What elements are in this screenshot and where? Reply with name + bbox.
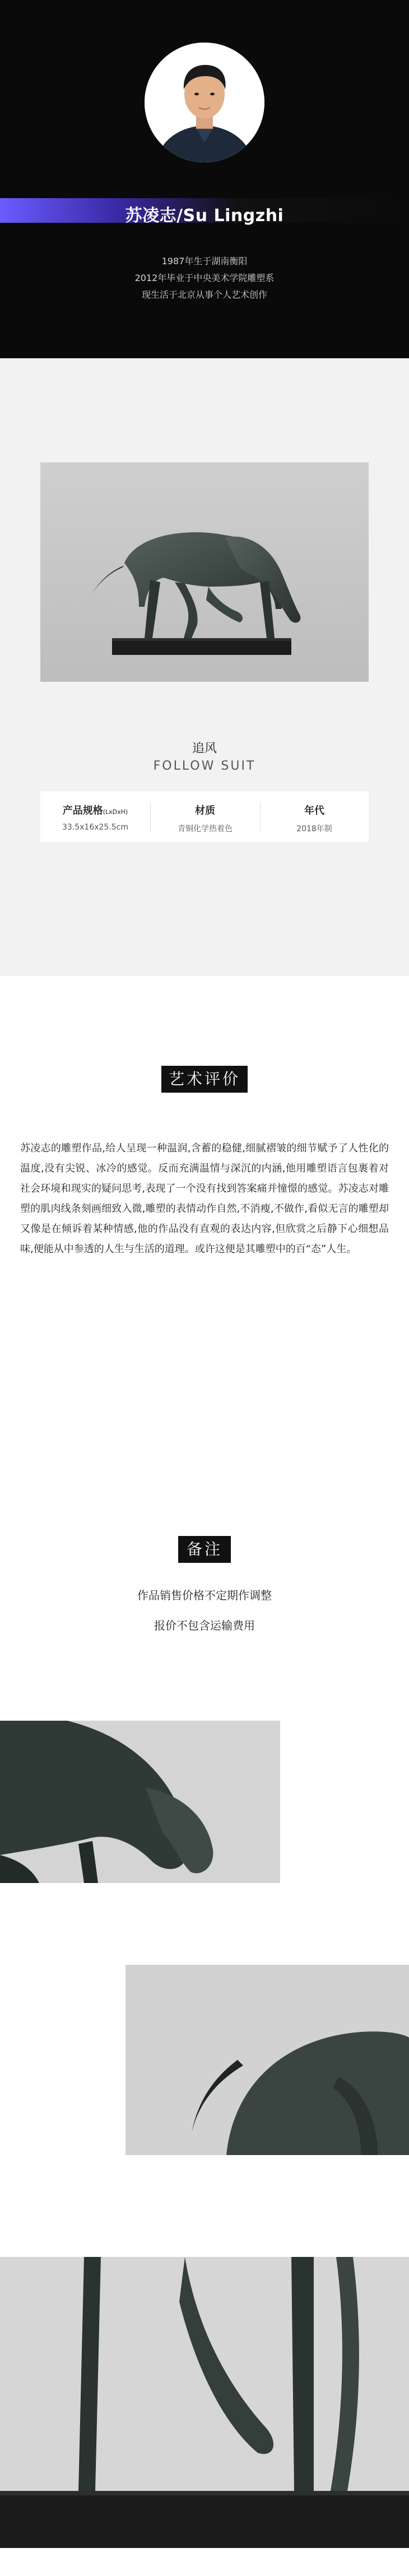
spec-size-label: 产品规格(LxDxH) bbox=[62, 805, 128, 817]
spec-size bbox=[40, 791, 150, 842]
notes-heading: 备注 bbox=[178, 1536, 231, 1563]
spec-year bbox=[260, 791, 369, 842]
bio-line: 1987年生于湖南衡阳 bbox=[161, 256, 248, 266]
artist-avatar bbox=[145, 43, 264, 162]
artist-header bbox=[0, 0, 409, 358]
artwork-title: 追风 bbox=[192, 742, 217, 756]
bio-line: 2012年毕业于中央美术学院雕塑系 bbox=[134, 273, 275, 283]
detail-photo-legs bbox=[0, 2257, 409, 2548]
spec-year-value: 2018年制 bbox=[296, 825, 332, 833]
spec-year-label: 年代 bbox=[304, 805, 324, 817]
review-section bbox=[0, 976, 409, 1883]
review-heading: 艺术评价 bbox=[161, 1066, 248, 1093]
spec-material-label: 材质 bbox=[195, 805, 215, 817]
detail-gallery bbox=[0, 1883, 409, 2576]
spec-material-value: 青铜化学热着色 bbox=[178, 825, 233, 833]
artwork-section bbox=[0, 358, 409, 976]
bio-line: 现生活于北京从事个人艺术创作 bbox=[141, 289, 267, 300]
spec-size-value: 33.5x16x25.5cm bbox=[62, 823, 129, 832]
spec-size-unit: (LxDxH) bbox=[103, 808, 128, 816]
artist-bio bbox=[0, 253, 409, 303]
artwork-subtitle: FOLLOW SUIT bbox=[153, 759, 256, 773]
detail-photo-head bbox=[0, 1721, 280, 1883]
artist-name: 苏凌志/Su Lingzhi bbox=[125, 206, 284, 226]
note-line: 作品销售价格不定期作调整 bbox=[137, 1589, 272, 1602]
spec-material bbox=[150, 791, 260, 842]
review-text: 苏凌志的雕塑作品,给人呈现一种温润,含蓄的稳健,细腻褶皱的细节赋予了人性化的温度,没有尖锐、冰冷的感觉。反而充满温情与深沉的内涵,他用雕塑语言包裹着对社会环境和现实的疑问思考,表现了一个没有找到答案痛并憧憬的感觉。苏凌志对雕塑的肌肉线条刻画细致入微,雕塑的表情动作自然,不消瘦,不做作,看似无言的雕塑却又像是在倾诉着某种情感,他的作品没有直观的表达内容,但欣赏之后静下心细想品味,便能从中参透的人生与生活的道理。或许这便是其雕塑中的百“态”人生。 bbox=[20, 1142, 389, 1255]
spec-card bbox=[40, 791, 369, 842]
note-line: 报价不包含运输费用 bbox=[154, 1619, 255, 1632]
artwork-photo bbox=[40, 462, 369, 682]
detail-photo-body bbox=[126, 1965, 409, 2155]
